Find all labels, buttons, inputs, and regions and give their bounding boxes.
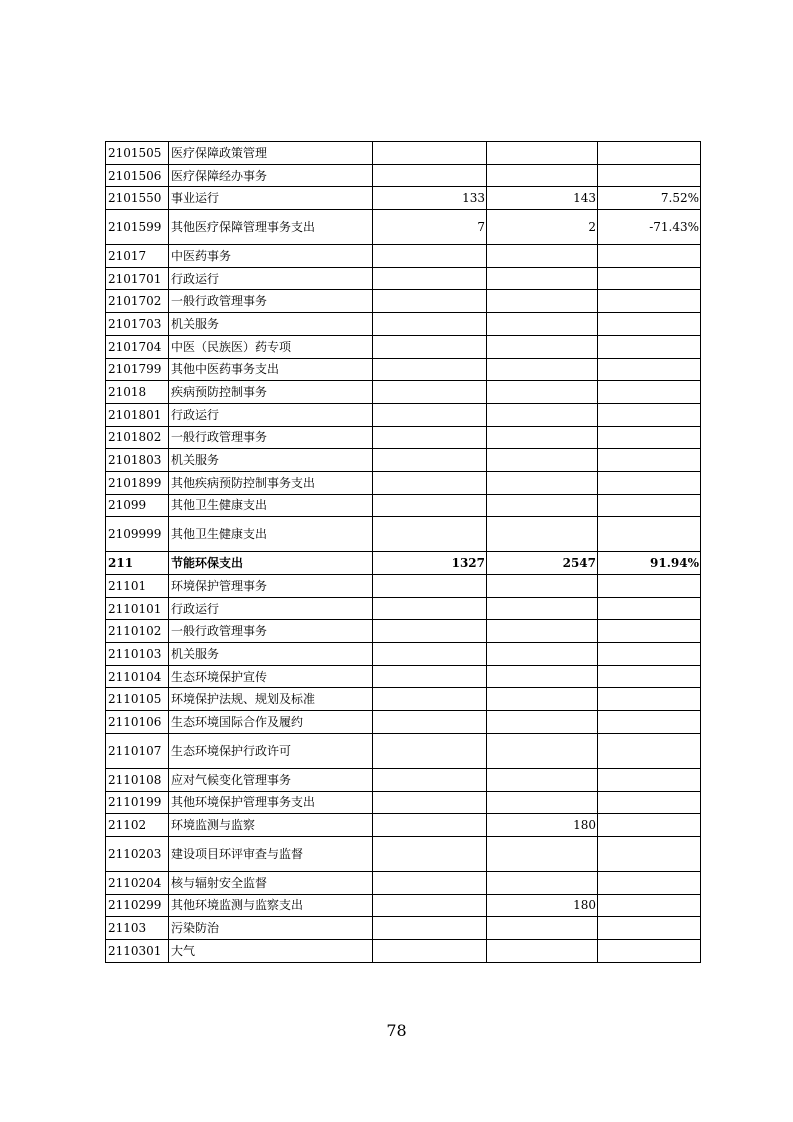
change-rate-cell (598, 791, 701, 814)
table-row (106, 575, 701, 598)
change-rate-cell (598, 894, 701, 917)
table-row (106, 471, 701, 494)
change-rate-cell (598, 917, 701, 940)
code-cell: 2101803 (106, 449, 169, 472)
value-2-cell (487, 517, 598, 552)
value-1-cell (373, 814, 487, 837)
table-row (106, 142, 701, 165)
change-rate-cell (598, 711, 701, 734)
table-row (106, 449, 701, 472)
code-cell: 2110107 (106, 733, 169, 768)
code-cell: 2110104 (106, 665, 169, 688)
change-rate-cell (598, 164, 701, 187)
code-cell: 2101599 (106, 210, 169, 245)
value-2-cell (487, 403, 598, 426)
code-cell: 2110108 (106, 768, 169, 791)
value-2-cell: 143 (487, 187, 598, 210)
name-cell: 节能环保支出 (169, 552, 373, 575)
code-cell: 2101899 (106, 471, 169, 494)
code-cell: 2110299 (106, 894, 169, 917)
value-2-cell (487, 575, 598, 598)
value-2-cell (487, 290, 598, 313)
value-1-cell (373, 643, 487, 666)
budget-table-body (106, 142, 701, 963)
value-2-cell (487, 449, 598, 472)
value-2-cell (487, 426, 598, 449)
name-cell: 一般行政管理事务 (169, 426, 373, 449)
value-2-cell (487, 381, 598, 404)
table-row (106, 768, 701, 791)
value-2-cell (487, 665, 598, 688)
code-cell: 2110105 (106, 688, 169, 711)
code-cell: 2110301 (106, 939, 169, 962)
code-cell: 2109999 (106, 517, 169, 552)
change-rate-cell (598, 313, 701, 336)
value-2-cell (487, 620, 598, 643)
table-row (106, 426, 701, 449)
code-cell: 2101505 (106, 142, 169, 165)
name-cell: 中医（民族医）药专项 (169, 335, 373, 358)
name-cell: 核与辐射安全监督 (169, 871, 373, 894)
name-cell: 大气 (169, 939, 373, 962)
change-rate-cell (598, 939, 701, 962)
value-1-cell (373, 620, 487, 643)
table-row (106, 187, 701, 210)
name-cell: 其他中医药事务支出 (169, 358, 373, 381)
table-row (106, 335, 701, 358)
name-cell: 医疗保障政策管理 (169, 142, 373, 165)
change-rate-cell (598, 335, 701, 358)
table-row (106, 917, 701, 940)
name-cell: 一般行政管理事务 (169, 620, 373, 643)
name-cell: 事业运行 (169, 187, 373, 210)
code-cell: 21017 (106, 245, 169, 268)
name-cell: 行政运行 (169, 403, 373, 426)
name-cell: 其他环境保护管理事务支出 (169, 791, 373, 814)
table-row (106, 552, 701, 575)
value-1-cell (373, 290, 487, 313)
table-row (106, 403, 701, 426)
name-cell: 机关服务 (169, 643, 373, 666)
code-cell: 2101550 (106, 187, 169, 210)
value-1-cell (373, 871, 487, 894)
name-cell: 环境监测与监察 (169, 814, 373, 837)
code-cell: 2110103 (106, 643, 169, 666)
value-2-cell (487, 471, 598, 494)
code-cell: 2110102 (106, 620, 169, 643)
value-1-cell: 133 (373, 187, 487, 210)
code-cell: 21101 (106, 575, 169, 598)
table-row (106, 894, 701, 917)
value-2-cell (487, 494, 598, 517)
code-cell: 2101802 (106, 426, 169, 449)
name-cell: 医疗保障经办事务 (169, 164, 373, 187)
value-2-cell (487, 688, 598, 711)
value-1-cell (373, 164, 487, 187)
table-row (106, 871, 701, 894)
value-2-cell (487, 836, 598, 871)
change-rate-cell (598, 381, 701, 404)
code-cell: 21018 (106, 381, 169, 404)
value-2-cell: 2547 (487, 552, 598, 575)
code-cell: 2101801 (106, 403, 169, 426)
change-rate-cell: -71.43% (598, 210, 701, 245)
change-rate-cell (598, 620, 701, 643)
value-2-cell (487, 939, 598, 962)
value-2-cell (487, 733, 598, 768)
value-2-cell: 2 (487, 210, 598, 245)
change-rate-cell (598, 403, 701, 426)
value-1-cell (373, 733, 487, 768)
value-1-cell (373, 403, 487, 426)
table-row (106, 245, 701, 268)
table-row (106, 494, 701, 517)
value-2-cell: 180 (487, 894, 598, 917)
change-rate-cell (598, 426, 701, 449)
change-rate-cell: 7.52% (598, 187, 701, 210)
change-rate-cell (598, 597, 701, 620)
value-2-cell (487, 142, 598, 165)
table-row (106, 517, 701, 552)
code-cell: 2101703 (106, 313, 169, 336)
value-1-cell (373, 335, 487, 358)
change-rate-cell (598, 688, 701, 711)
value-2-cell (487, 245, 598, 268)
value-1-cell (373, 517, 487, 552)
value-2-cell (487, 267, 598, 290)
value-2-cell (487, 871, 598, 894)
name-cell: 机关服务 (169, 313, 373, 336)
code-cell: 2110106 (106, 711, 169, 734)
table-row (106, 620, 701, 643)
table-row (106, 290, 701, 313)
change-rate-cell (598, 665, 701, 688)
value-1-cell (373, 267, 487, 290)
value-2-cell (487, 313, 598, 336)
code-cell: 2110203 (106, 836, 169, 871)
value-2-cell (487, 335, 598, 358)
value-1-cell (373, 381, 487, 404)
change-rate-cell: 91.94% (598, 552, 701, 575)
name-cell: 环境保护管理事务 (169, 575, 373, 598)
change-rate-cell (598, 733, 701, 768)
change-rate-cell (598, 643, 701, 666)
name-cell: 其他卫生健康支出 (169, 494, 373, 517)
value-2-cell (487, 917, 598, 940)
name-cell: 中医药事务 (169, 245, 373, 268)
table-row (106, 711, 701, 734)
page-number: 78 (386, 1021, 407, 1040)
value-1-cell (373, 494, 487, 517)
name-cell: 一般行政管理事务 (169, 290, 373, 313)
value-1-cell (373, 894, 487, 917)
value-2-cell (487, 711, 598, 734)
code-cell: 2101702 (106, 290, 169, 313)
table-row (106, 791, 701, 814)
value-1-cell (373, 426, 487, 449)
change-rate-cell (598, 517, 701, 552)
value-1-cell (373, 313, 487, 336)
value-2-cell (487, 597, 598, 620)
code-cell: 211 (106, 552, 169, 575)
code-cell: 21103 (106, 917, 169, 940)
name-cell: 其他环境监测与监察支出 (169, 894, 373, 917)
name-cell: 应对气候变化管理事务 (169, 768, 373, 791)
name-cell: 行政运行 (169, 597, 373, 620)
code-cell: 21102 (106, 814, 169, 837)
table-row (106, 688, 701, 711)
name-cell: 生态环境保护行政许可 (169, 733, 373, 768)
value-1-cell (373, 711, 487, 734)
value-1-cell (373, 597, 487, 620)
table-row (106, 665, 701, 688)
change-rate-cell (598, 358, 701, 381)
name-cell: 其他疾病预防控制事务支出 (169, 471, 373, 494)
value-2-cell (487, 164, 598, 187)
table-row (106, 164, 701, 187)
value-1-cell (373, 245, 487, 268)
code-cell: 2110204 (106, 871, 169, 894)
code-cell: 2101701 (106, 267, 169, 290)
code-cell: 2101799 (106, 358, 169, 381)
name-cell: 疾病预防控制事务 (169, 381, 373, 404)
name-cell: 其他医疗保障管理事务支出 (169, 210, 373, 245)
table-row (106, 814, 701, 837)
value-1-cell: 7 (373, 210, 487, 245)
budget-table (105, 141, 701, 963)
name-cell: 行政运行 (169, 267, 373, 290)
value-2-cell: 180 (487, 814, 598, 837)
change-rate-cell (598, 768, 701, 791)
change-rate-cell (598, 836, 701, 871)
table-row (106, 836, 701, 871)
value-1-cell (373, 575, 487, 598)
value-1-cell (373, 688, 487, 711)
code-cell: 2110101 (106, 597, 169, 620)
table-row (106, 313, 701, 336)
value-2-cell (487, 358, 598, 381)
change-rate-cell (598, 814, 701, 837)
value-1-cell (373, 449, 487, 472)
table-row (106, 939, 701, 962)
value-1-cell (373, 836, 487, 871)
table-row (106, 597, 701, 620)
name-cell: 建设项目环评审查与监督 (169, 836, 373, 871)
value-2-cell (487, 768, 598, 791)
value-1-cell (373, 665, 487, 688)
code-cell: 2101704 (106, 335, 169, 358)
value-2-cell (487, 643, 598, 666)
change-rate-cell (598, 471, 701, 494)
name-cell: 生态环境国际合作及履约 (169, 711, 373, 734)
value-1-cell (373, 471, 487, 494)
value-1-cell (373, 142, 487, 165)
name-cell: 生态环境保护宣传 (169, 665, 373, 688)
name-cell: 机关服务 (169, 449, 373, 472)
table-row (106, 643, 701, 666)
value-1-cell (373, 358, 487, 381)
value-1-cell (373, 768, 487, 791)
table-row (106, 381, 701, 404)
change-rate-cell (598, 449, 701, 472)
name-cell: 污染防治 (169, 917, 373, 940)
change-rate-cell (598, 871, 701, 894)
value-1-cell (373, 939, 487, 962)
name-cell: 其他卫生健康支出 (169, 517, 373, 552)
value-1-cell (373, 917, 487, 940)
table-row (106, 733, 701, 768)
name-cell: 环境保护法规、规划及标准 (169, 688, 373, 711)
change-rate-cell (598, 267, 701, 290)
change-rate-cell (598, 575, 701, 598)
code-cell: 21099 (106, 494, 169, 517)
value-1-cell (373, 791, 487, 814)
value-2-cell (487, 791, 598, 814)
table-row (106, 267, 701, 290)
change-rate-cell (598, 142, 701, 165)
table-row (106, 210, 701, 245)
code-cell: 2101506 (106, 164, 169, 187)
change-rate-cell (598, 245, 701, 268)
value-1-cell: 1327 (373, 552, 487, 575)
change-rate-cell (598, 494, 701, 517)
table-row (106, 358, 701, 381)
code-cell: 2110199 (106, 791, 169, 814)
change-rate-cell (598, 290, 701, 313)
